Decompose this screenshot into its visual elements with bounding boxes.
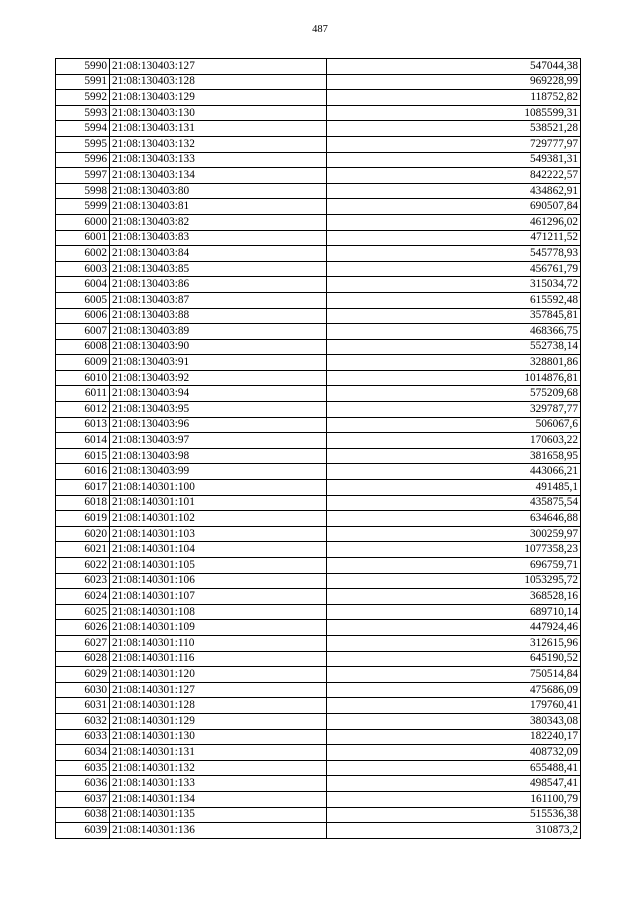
table-row [56,760,581,776]
row-number-cell: 5995 [56,136,110,152]
value-cell: 634646,88 [327,511,581,527]
table-row [56,199,581,215]
cadastral-number-cell: 21:08:140301:108 [110,604,327,620]
table-row [56,214,581,230]
value-cell: 549381,31 [327,152,581,168]
value-cell: 380343,08 [327,713,581,729]
row-number-cell: 6008 [56,339,110,355]
cadastral-number-cell: 21:08:130403:134 [110,168,327,184]
row-number-cell: 5999 [56,199,110,215]
value-cell: 475686,09 [327,682,581,698]
row-number-cell: 6007 [56,324,110,340]
value-cell: 312615,96 [327,635,581,651]
row-number-cell: 5998 [56,183,110,199]
row-number-cell: 6021 [56,542,110,558]
row-number-cell: 5996 [56,152,110,168]
value-cell: 729777,97 [327,136,581,152]
cadastral-number-cell: 21:08:140301:102 [110,511,327,527]
table-row [56,261,581,277]
table-row [56,246,581,262]
table-row [56,745,581,761]
table-row [56,480,581,496]
value-cell: 615592,48 [327,292,581,308]
value-cell: 434862,91 [327,183,581,199]
table-row [56,635,581,651]
row-number-cell: 6035 [56,760,110,776]
value-cell: 547044,38 [327,59,581,75]
table-row [56,823,581,839]
cadastral-number-cell: 21:08:130403:88 [110,308,327,324]
row-number-cell: 6009 [56,355,110,371]
cadastral-number-cell: 21:08:140301:105 [110,558,327,574]
row-number-cell: 6025 [56,604,110,620]
table-row [56,355,581,371]
value-cell: 435875,54 [327,495,581,511]
table-row [56,105,581,121]
row-number-cell: 6023 [56,573,110,589]
value-cell: 447924,46 [327,620,581,636]
table-row [56,168,581,184]
row-number-cell: 6004 [56,277,110,293]
table-row [56,370,581,386]
cadastral-number-cell: 21:08:130403:131 [110,121,327,137]
row-number-cell: 6016 [56,464,110,480]
table-row [56,776,581,792]
value-cell: 1085599,31 [327,105,581,121]
value-cell: 750514,84 [327,667,581,683]
row-number-cell: 6011 [56,386,110,402]
table-row [56,308,581,324]
row-number-cell: 6019 [56,511,110,527]
table-row [56,136,581,152]
value-cell: 506067,6 [327,417,581,433]
value-cell: 689710,14 [327,604,581,620]
table-row [56,121,581,137]
row-number-cell: 6034 [56,745,110,761]
row-number-cell: 5993 [56,105,110,121]
cadastral-number-cell: 21:08:140301:129 [110,713,327,729]
value-cell: 300259,97 [327,526,581,542]
cadastral-number-cell: 21:08:140301:100 [110,480,327,496]
table-row [56,698,581,714]
row-number-cell: 6022 [56,558,110,574]
value-cell: 310873,2 [327,823,581,839]
row-number-cell: 6027 [56,635,110,651]
value-cell: 471211,52 [327,230,581,246]
value-cell: 696759,71 [327,558,581,574]
row-number-cell: 6030 [56,682,110,698]
table-row [56,402,581,418]
cadastral-number-cell: 21:08:140301:131 [110,745,327,761]
row-number-cell: 6000 [56,214,110,230]
cadastral-number-cell: 21:08:130403:94 [110,386,327,402]
cadastral-number-cell: 21:08:130403:129 [110,90,327,106]
value-cell: 170603,22 [327,433,581,449]
page-number: 487 [312,24,328,35]
value-cell: 118752,82 [327,90,581,106]
table-row [56,511,581,527]
table-row [56,573,581,589]
row-number-cell: 6039 [56,823,110,839]
row-number-cell: 6037 [56,791,110,807]
cadastral-number-cell: 21:08:140301:128 [110,698,327,714]
cadastral-number-cell: 21:08:130403:130 [110,105,327,121]
cadastral-number-cell: 21:08:140301:136 [110,823,327,839]
table-row [56,183,581,199]
cadastral-number-cell: 21:08:140301:134 [110,791,327,807]
table-row [56,433,581,449]
cadastral-number-cell: 21:08:140301:109 [110,620,327,636]
table-row [56,589,581,605]
cadastral-number-cell: 21:08:140301:130 [110,729,327,745]
row-number-cell: 6038 [56,807,110,823]
table-row [56,729,581,745]
cadastral-number-cell: 21:08:130403:80 [110,183,327,199]
row-number-cell: 6029 [56,667,110,683]
table-row [56,277,581,293]
table-row [56,682,581,698]
cadastral-number-cell: 21:08:130403:82 [110,214,327,230]
row-number-cell: 6012 [56,402,110,418]
table-row [56,542,581,558]
value-cell: 408732,09 [327,745,581,761]
table-row [56,417,581,433]
table-row [56,90,581,106]
table-body [56,59,581,839]
value-cell: 357845,81 [327,308,581,324]
value-cell: 575209,68 [327,386,581,402]
cadastral-number-cell: 21:08:130403:89 [110,324,327,340]
cadastral-number-cell: 21:08:140301:133 [110,776,327,792]
row-number-cell: 6036 [56,776,110,792]
cadastral-number-cell: 21:08:130403:87 [110,292,327,308]
cadastral-number-cell: 21:08:130403:133 [110,152,327,168]
cadastral-number-cell: 21:08:130403:86 [110,277,327,293]
cadastral-number-cell: 21:08:140301:101 [110,495,327,511]
data-table [55,58,581,839]
row-number-cell: 5994 [56,121,110,137]
value-cell: 329787,77 [327,402,581,418]
cadastral-number-cell: 21:08:130403:127 [110,59,327,75]
table-row [56,59,581,75]
cadastral-number-cell: 21:08:130403:92 [110,370,327,386]
row-number-cell: 6032 [56,713,110,729]
table-row [56,386,581,402]
value-cell: 515536,38 [327,807,581,823]
cadastral-number-cell: 21:08:130403:96 [110,417,327,433]
row-number-cell: 6031 [56,698,110,714]
value-cell: 1014876,81 [327,370,581,386]
value-cell: 969228,99 [327,74,581,90]
table-row [56,292,581,308]
row-number-cell: 6015 [56,448,110,464]
row-number-cell: 6026 [56,620,110,636]
value-cell: 690507,84 [327,199,581,215]
row-number-cell: 5991 [56,74,110,90]
row-number-cell: 6033 [56,729,110,745]
row-number-cell: 6010 [56,370,110,386]
cadastral-number-cell: 21:08:140301:127 [110,682,327,698]
cadastral-number-cell: 21:08:130403:99 [110,464,327,480]
row-number-cell: 5990 [56,59,110,75]
cadastral-number-cell: 21:08:130403:84 [110,246,327,262]
table-row [56,526,581,542]
table-row [56,651,581,667]
row-number-cell: 6002 [56,246,110,262]
value-cell: 538521,28 [327,121,581,137]
row-number-cell: 6024 [56,589,110,605]
value-cell: 161100,79 [327,791,581,807]
cadastral-number-cell: 21:08:140301:110 [110,635,327,651]
row-number-cell: 6003 [56,261,110,277]
cadastral-number-cell: 21:08:130403:90 [110,339,327,355]
cadastral-number-cell: 21:08:140301:120 [110,667,327,683]
value-cell: 456761,79 [327,261,581,277]
table-row [56,448,581,464]
value-cell: 461296,02 [327,214,581,230]
row-number-cell: 6005 [56,292,110,308]
table-row [56,667,581,683]
value-cell: 368528,16 [327,589,581,605]
cadastral-number-cell: 21:08:130403:83 [110,230,327,246]
value-cell: 1053295,72 [327,573,581,589]
value-cell: 182240,17 [327,729,581,745]
table-row [56,464,581,480]
value-cell: 645190,52 [327,651,581,667]
row-number-cell: 6020 [56,526,110,542]
value-cell: 443066,21 [327,464,581,480]
value-cell: 552738,14 [327,339,581,355]
table-row [56,713,581,729]
value-cell: 655488,41 [327,760,581,776]
cadastral-number-cell: 21:08:140301:116 [110,651,327,667]
cadastral-number-cell: 21:08:140301:135 [110,807,327,823]
table-row [56,620,581,636]
value-cell: 842222,57 [327,168,581,184]
row-number-cell: 6018 [56,495,110,511]
cadastral-number-cell: 21:08:140301:132 [110,760,327,776]
value-cell: 545778,93 [327,246,581,262]
table-row [56,495,581,511]
table-row [56,324,581,340]
table-row [56,558,581,574]
row-number-cell: 5992 [56,90,110,106]
cadastral-number-cell: 21:08:130403:95 [110,402,327,418]
value-cell: 1077358,23 [327,542,581,558]
cadastral-number-cell: 21:08:130403:98 [110,448,327,464]
value-cell: 328801,86 [327,355,581,371]
row-number-cell: 6013 [56,417,110,433]
cadastral-number-cell: 21:08:130403:85 [110,261,327,277]
cadastral-number-cell: 21:08:140301:104 [110,542,327,558]
value-cell: 381658,95 [327,448,581,464]
table-row [56,807,581,823]
value-cell: 498547,41 [327,776,581,792]
table-row [56,74,581,90]
row-number-cell: 5997 [56,168,110,184]
cadastral-number-cell: 21:08:130403:97 [110,433,327,449]
cadastral-number-cell: 21:08:140301:106 [110,573,327,589]
table-row [56,230,581,246]
table-row [56,339,581,355]
value-cell: 468366,75 [327,324,581,340]
cadastral-number-cell: 21:08:130403:128 [110,74,327,90]
cadastral-number-cell: 21:08:130403:91 [110,355,327,371]
value-cell: 179760,41 [327,698,581,714]
cadastral-number-cell: 21:08:130403:81 [110,199,327,215]
value-cell: 491485,1 [327,480,581,496]
row-number-cell: 6006 [56,308,110,324]
table-row [56,152,581,168]
cadastral-number-cell: 21:08:140301:107 [110,589,327,605]
table-row [56,791,581,807]
row-number-cell: 6017 [56,480,110,496]
cadastral-number-cell: 21:08:140301:103 [110,526,327,542]
cadastral-number-cell: 21:08:130403:132 [110,136,327,152]
table-row [56,604,581,620]
row-number-cell: 6001 [56,230,110,246]
row-number-cell: 6014 [56,433,110,449]
row-number-cell: 6028 [56,651,110,667]
value-cell: 315034,72 [327,277,581,293]
